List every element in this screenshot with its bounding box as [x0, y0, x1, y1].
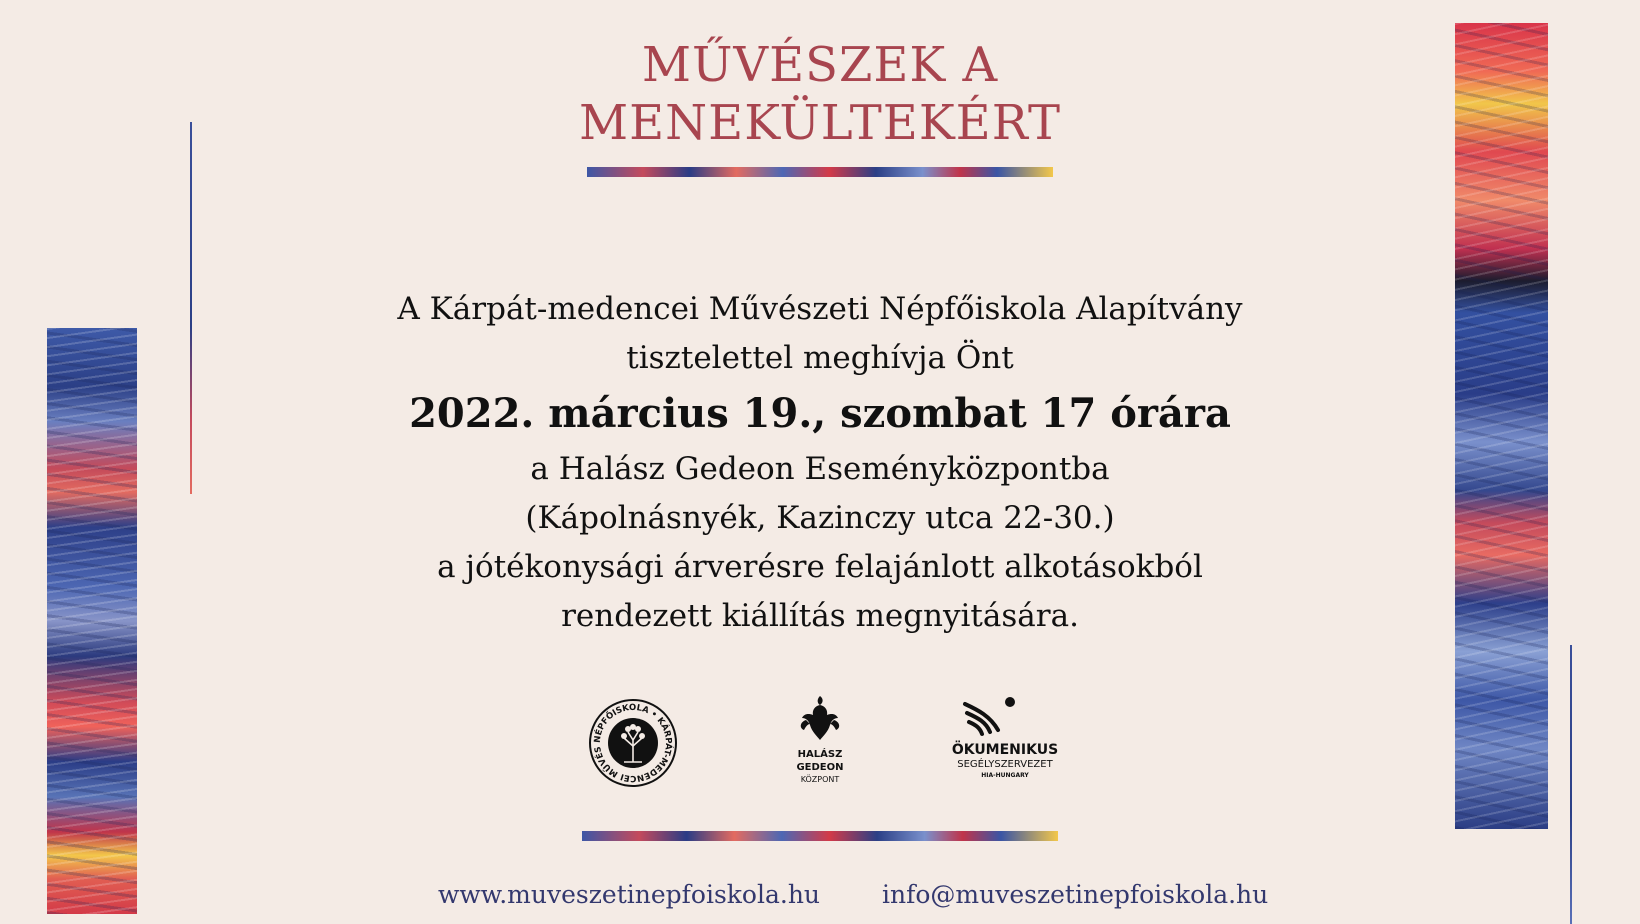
thin-line-left [190, 122, 192, 494]
waves-dot-icon [940, 694, 1070, 738]
tree-seal-icon [588, 698, 678, 788]
halasz-caption-3: KÖZPONT [800, 775, 840, 784]
halasz-caption-1: HALÁSZ [797, 749, 843, 760]
title-underline-bar [587, 167, 1053, 177]
invitation-line-venue: a Halász Gedeon Eseményközpontba [530, 451, 1110, 487]
email-link[interactable]: info@muveszetinepfoiskola.hu [882, 880, 1269, 909]
event-title [560, 36, 1080, 152]
marble-strip-left [47, 328, 137, 914]
okumenikus-caption-3: HIA-HUNGARY [981, 772, 1029, 779]
okumenikus-caption-1: ÖKUMENIKUS [951, 742, 1059, 758]
invitation-line-opening: rendezett kiállítás megnyitására. [561, 598, 1079, 634]
title-line-1: MŰVÉSZEK A [641, 37, 999, 93]
logo-okumenikus [940, 694, 1070, 790]
footer-divider-bar [582, 831, 1058, 841]
logo-halasz-gedeon [782, 694, 858, 794]
event-date: 2022. március 19., szombat 17 órára [409, 390, 1231, 437]
website-link[interactable]: www.muveszetinepfoiskola.hu [438, 880, 821, 909]
okumenikus-caption-2: SEGÉLYSZERVEZET [957, 759, 1053, 770]
thin-line-right [1570, 645, 1572, 924]
invitation-line-auction: a jótékonysági árverésre felajánlott alkotásokból [437, 549, 1203, 585]
invitation-line-invites: tisztelettel meghívja Önt [626, 340, 1014, 376]
halasz-caption-2: GEDEON [796, 762, 844, 773]
invitation-line-organizer: A Kárpát-medencei Művészeti Népfőiskola Alapítvány [397, 291, 1243, 327]
title-line-2: MENEKÜLTEKÉRT [578, 95, 1062, 151]
marble-strip-right [1455, 23, 1548, 829]
logo-nepfoiskola [588, 698, 678, 788]
seal-ring-text: NÉPFŐISKOLA • KÁRPÁT-MEDENCEI MŰVÉS [592, 702, 674, 784]
rooster-icon [782, 694, 858, 744]
invitation-line-address: (Kápolnásnyék, Kazinczy utca 22-30.) [525, 500, 1115, 536]
